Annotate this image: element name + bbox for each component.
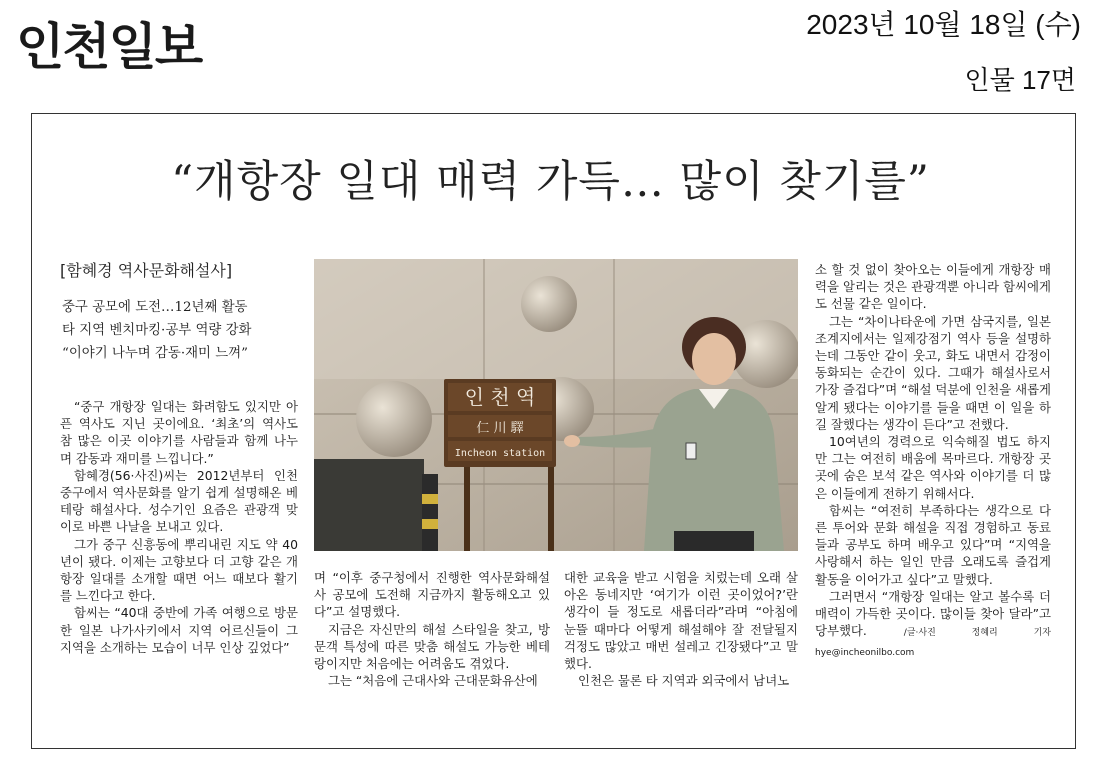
paragraph: 함혜경(56·사진)씨는 2012년부터 인천 중구에서 역사문화를 알기 쉽게 설명해온 베테랑 해설사다. 성수기인 요즘은 관광객 맞이로 바쁜 나날을 보내고 있다. [60, 467, 298, 535]
sign-korean: 인 천 역 [464, 385, 536, 409]
paragraph: 인천은 물론 타 지역과 외국에서 남녀노 [578, 673, 790, 689]
subheads [62, 296, 302, 365]
section-label: 인물 17면 [964, 65, 1076, 95]
column-2 [314, 569, 550, 689]
paragraph: 며 “이후 중구청에서 진행한 역사문화해설사 공모에 도전해 지금까지 활동해오고 있다”고 설명했다. [314, 570, 550, 620]
column-1 [60, 398, 298, 656]
subhead-3: “이야기 나누며 감동·재미 느껴” [62, 346, 248, 361]
paragraph: 함씨는 “여전히 부족하다는 생각으로 다른 투어와 문화 해설을 직접 경험하고 동료들과 공부도 하며 배우고 있다”며 “지역을 사랑해서 하는 일인 만큼 오래도록 즐겁게 활동을 이어가고 싶다”고 말했다. [815, 502, 1051, 587]
paragraph: 소 할 것 없이 찾아오는 이들에게 개항장 매력을 알리는 것은 관광객뿐 아니라 함씨에게도 선물 같은 일이다. [815, 262, 1051, 312]
masthead-logo: 인천일보 [16, 18, 202, 76]
byline-name: [함혜경 역사문화해설사] [60, 261, 233, 280]
subhead-1: 중구 공모에 도전…12년째 활동 [62, 300, 248, 315]
paragraph: 그는 “차이나타운에 가면 삼국지를, 일본 조계지에서는 일제강점기 역사 등을 설명하는데 그동안 같이 웃고, 화도 내면서 감정이 동화되는 순간이 있다. 그때가 해설사로서 가장 즐겁다”며 “해설 덕분에 인천을 새롭게 알게 됐다는 이야기를 들을 때면 이 일을 하길 잘했다는 생각이 든다”고 전했다. [815, 313, 1052, 432]
paragraph: 그가 중구 신흥동에 뿌리내린 지도 약 40년이 됐다. 이제는 고향보다 더 고향 같은 개항장 일대를 소개할 때면 어느 때보다 활기를 느낀다고 한다. [60, 536, 298, 604]
portrait-photo [314, 259, 798, 551]
headline: “개항장 일대 매력 가득… 많이 찾기를” [171, 157, 930, 207]
paragraph: 그는 “처음에 근대사와 근대문화유산에 [328, 673, 538, 689]
column-3 [564, 569, 798, 689]
paragraph: 지금은 자신만의 해설 스타일을 찾고, 방문객 특성에 따른 맞춤 해설도 가능한 베테랑이지만 처음에는 어려움도 겪었다. [314, 621, 550, 672]
subhead-2: 타 지역 벤치마킹·공부 역량 강화 [62, 323, 252, 338]
reporter-credit: /글·사진 정혜리 기자 hye@incheonilbo.com [815, 628, 1051, 659]
paragraph: 대한 교육을 받고 시험을 치렀는데 오래 살아온 동네지만 ‘여기가 이런 곳이었어?’란 생각이 들 정도로 새롭더라”라며 “아침에 눈뜰 때마다 어떻게 해설해야 잘 전달될지 걱정도 많았고 매번 설레고 긴장됐다”고 말했다. [564, 570, 798, 672]
closing-text: 그러면서 “개항장 일대는 알고 볼수록 더 매력이 가득한 곳이다. 많이들 찾아 달라”고 당부했다. [815, 588, 1051, 639]
paragraph: 10여년의 경력으로 익숙해질 법도 하지만 그는 여전히 배움에 목마르다. 개항장 곳곳에 숨은 보석 같은 역사와 이야기를 더 많은 이들에게 전하기 위해서다. [815, 434, 1051, 501]
column-4 [815, 261, 1051, 663]
paragraph: 함씨는 “40대 중반에 가족 여행으로 방문한 일본 나가사키에서 지역 어르신들이 그 지역을 소개하는 모습이 너무 인상 깊었다” [60, 605, 298, 655]
sign-english: Incheon station [454, 448, 546, 459]
paragraph: “중구 개항장 일대는 화려함도 있지만 아픈 역사도 지닌 곳이에요. ‘최초’의 역사도 참 많은 이곳 이야기를 사람들과 함께 나누며 감동과 재미를 느낍니다.” [60, 399, 298, 466]
paragraph [815, 588, 1051, 663]
photo-illustration [314, 259, 798, 551]
issue-date: 2023년 10월 18일 (수) [806, 9, 1081, 40]
sign-hanja: 仁 川 驛 [476, 421, 524, 436]
